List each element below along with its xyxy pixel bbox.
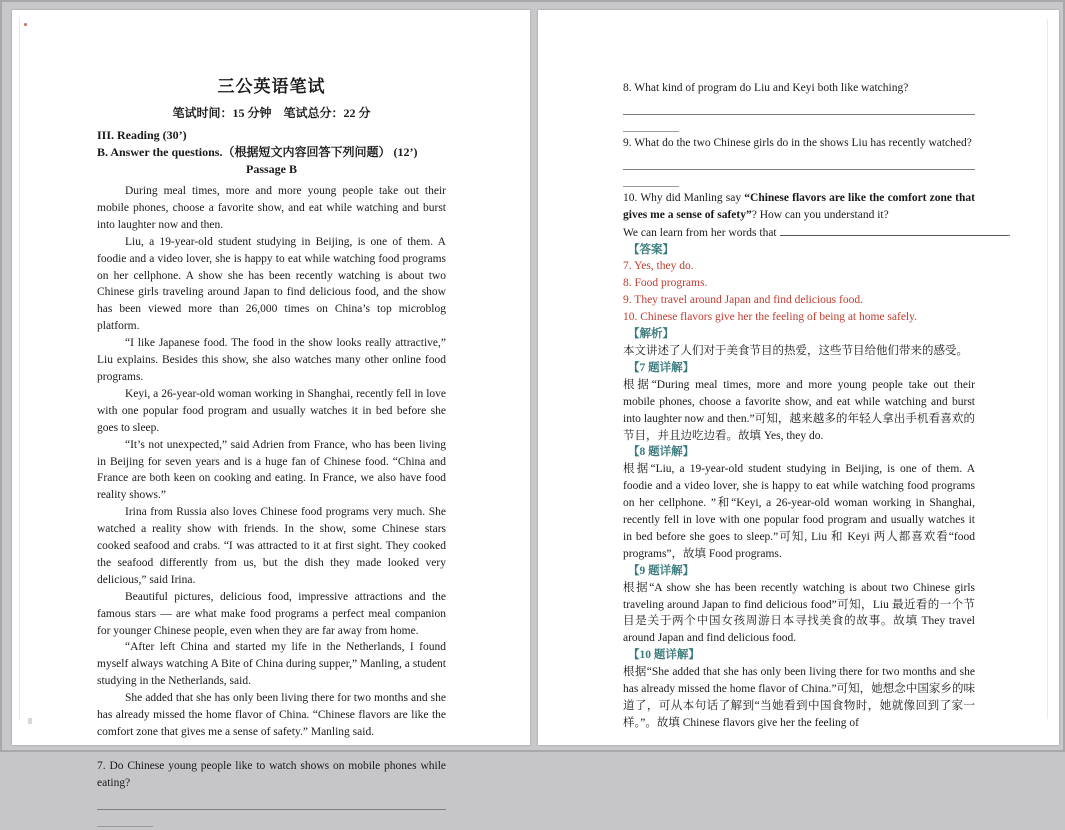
section-heading-reading: III. Reading (30’) bbox=[97, 128, 187, 142]
subsection-heading-answer-questions: B. Answer the questions.（根据短文内容回答下列问题） (12’) bbox=[97, 145, 418, 159]
explanation-body-9: 根据“A show she has been recently watching is about two Chinese girls traveling around Japan to find delicious food”可知，Liu 最近看的一个节目是关于两个中国女孩周游日本寻找美食的故事。故填 They travel around Japan and find delicious food. bbox=[623, 581, 975, 645]
margin-tick-mark bbox=[28, 718, 32, 724]
explanation-header-9: 【9 题详解】 bbox=[628, 564, 695, 577]
answer-blank-line bbox=[623, 97, 975, 115]
explanation-body-10: 根据“She added that she has only been living there for two months and she has already missed the home flavor of China.”可知，她想念中国家乡的味道了，可从本句话了解到“当她看到中国食物时，她就像回到了家一样。”。故填 Chinese flavors give her the feeling of bbox=[623, 666, 975, 729]
fill-in-prefix: We can learn from her words that bbox=[623, 226, 777, 239]
passage-paragraph: “It’s not unexpected,” said Adrien from France, who has been living in Beijing for seven years and is a huge fan of Chinese food. “China and France are both keen on cooking and eating. In France, we also have food reality shows.” bbox=[97, 438, 446, 502]
answer-blank-line-short bbox=[97, 813, 153, 827]
passage-paragraph: “After left China and started my life in the Netherlands, I found myself always watching A Bite of China during supper,” Manling, a student studying in the Netherlands, said. bbox=[97, 641, 446, 688]
analysis-intro: 本文讲述了人们对于美食节目的热爱，这些节目给他们带来的感受。 bbox=[623, 344, 968, 357]
answer-blank-line-short bbox=[623, 118, 679, 132]
explanation-body-8: 根据“Liu, a 19-year-old student studying in Beijing, is one of them. A foodie and a video lover, she is happy to eat while watching food programs on her cellphone. ”和“Keyi, a 26-year-old woman working in Shanghai, recently fell in love with one popular food program and usually watches it in bed before she goes to sleep.”可知, Liu 和 Keyi 两人都喜欢看“food programs”，故填 Food programs. bbox=[623, 463, 975, 560]
question-10 bbox=[623, 190, 975, 224]
passage-paragraph: Irina from Russia also loves Chinese food programs very much. She watched a reality show with friends. In the show, some Chinese stars cooked seafood and crabs. “I was attracted to it at first sight. They cooked the seafood differently from us, but the dish they made looked very delicious,” said Irina. bbox=[97, 506, 446, 586]
passage-body bbox=[97, 183, 446, 741]
fill-in-line bbox=[623, 224, 1011, 242]
analysis-header: 【解析】 bbox=[628, 328, 674, 341]
passage-label: Passage B bbox=[246, 162, 297, 176]
passage-paragraph: Beautiful pictures, delicious food, impressive attractions and the famous stars — are what make food programs a perfect meal companion for younger Chinese people, even when they are far away from home. bbox=[97, 590, 446, 637]
fill-in-period: . bbox=[1007, 226, 1011, 239]
explanation-header-7: 【7 题详解】 bbox=[628, 361, 695, 374]
question-10-prefix: 10. Why did Manling say bbox=[623, 191, 745, 204]
question-7: 7. Do Chinese young people like to watch shows on mobile phones while eating? bbox=[97, 759, 446, 789]
answer-blank-line bbox=[623, 152, 975, 170]
answer-blank-line bbox=[97, 792, 446, 810]
answer-item-7: 7. Yes, they do. bbox=[623, 260, 694, 273]
answers-header: 【答案】 bbox=[628, 243, 674, 256]
explanation-header-10: 【10 题详解】 bbox=[628, 649, 700, 662]
passage-paragraph: Liu, a 19-year-old student studying in Beijing, is one of them. A foodie and a video lover, she is happy to eat while watching food programs on her cellphone. A show she has been recently watching is about two Chinese girls traveling around Japan to find delicious food, and the show has been viewed more than 26,000 times on China’s top microblog platform. bbox=[97, 235, 446, 333]
passage-paragraph: Keyi, a 26-year-old woman working in Shanghai, recently fell in love with one popular food program and usually watches it in bed before she goes to sleep. bbox=[97, 387, 446, 434]
red-dot-mark bbox=[24, 23, 27, 26]
question-8: 8. What kind of program do Liu and Keyi both like watching? bbox=[623, 82, 909, 94]
question-10-suffix: ? How can you understand it? bbox=[751, 208, 889, 221]
document-page-1 bbox=[12, 10, 530, 789]
exam-time-score-line: 笔试时间：15 分钟 笔试总分：22 分 bbox=[172, 106, 371, 120]
explanation-header-8: 【8 题详解】 bbox=[628, 446, 695, 459]
answer-item-10: 10. Chinese flavors give her the feeling of being at home safely. bbox=[623, 311, 918, 324]
text-boundary-guide bbox=[19, 17, 20, 720]
text-boundary-guide bbox=[1047, 19, 1048, 719]
answer-item-9: 9. They travel around Japan and find delicious food. bbox=[623, 294, 863, 307]
page-title: 三公英语笔试 bbox=[217, 77, 326, 96]
document-page-2 bbox=[538, 10, 1059, 745]
explanation-body-7: 根据“During meal times, more and more young people take out their mobile phones, choose a favorite show, and eat while watching and burst into laughter now and then.”可知，越来越多的年轻人拿出手机看喜欢的节目，并且边吃边看。故填 Yes, they do. bbox=[623, 378, 975, 442]
passage-paragraph: During meal times, more and more young people take out their mobile phones, choose a favorite show, and eat while watching and burst into laughter now and then. bbox=[97, 185, 446, 231]
answer-item-8: 8. Food programs. bbox=[623, 277, 708, 290]
fill-in-blank bbox=[780, 224, 1008, 236]
question-10-quoted-bold: “Chinese flavors are like the comfort zone that gives me a sense of safety” bbox=[623, 191, 975, 221]
passage-paragraph: “I like Japanese food. The food in the show looks really attractive,” Liu explains. Besides this show, she also watches many other online food programs. bbox=[97, 337, 446, 383]
question-9: 9. What do the two Chinese girls do in the shows Liu has recently watched? bbox=[623, 136, 972, 149]
answer-blank-line-short bbox=[623, 173, 679, 187]
passage-paragraph: She added that she has only been living there for two months and she has already missed the home flavor of China. “Chinese flavors are like the comfort zone that gives me a sense of safety.” Manling said. bbox=[97, 692, 446, 738]
